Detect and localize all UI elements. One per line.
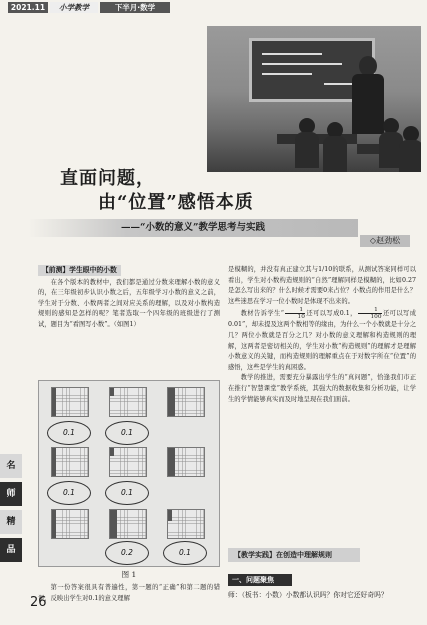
issue-date: 2021.11: [8, 2, 48, 13]
hundred-grid: [51, 447, 89, 477]
paragraph-segment: 还可以写成0.1，: [305, 310, 357, 318]
side-tab-ming: 名: [0, 454, 22, 478]
figure-caption: 图 1: [121, 570, 137, 579]
classroom-photo: [207, 26, 421, 172]
running-header: [0, 0, 210, 14]
article-subtitle: ——“小数的意义”教学思考与实践: [28, 219, 358, 237]
hundred-grid: [109, 509, 147, 539]
section-subheading: 一、问题聚焦: [228, 574, 292, 586]
side-tab-shi: 师: [0, 482, 22, 506]
fraction-one-tenth: $\frac{1}{10}$: [285, 307, 305, 320]
handwritten-answer: 0.2: [105, 541, 149, 565]
paragraph-textbook: [228, 307, 416, 373]
hundred-grid: [51, 387, 89, 417]
author-name: ◇赵劲松: [360, 235, 410, 247]
paragraph-segment: 教材告诉学生“: [240, 310, 284, 318]
article-title-line-1: 直面问题，: [60, 168, 155, 189]
magazine-name: 小学教学: [50, 2, 98, 13]
hundred-grid: [167, 509, 205, 539]
side-tab-jing: 精: [0, 510, 22, 534]
dialogue-line: 师：（板书：小数）小数都认识吗？你对它还好奇吗？: [228, 591, 388, 599]
article-title-line-2: 由“位置”感悟本质: [98, 192, 254, 213]
hundred-grid: [109, 447, 147, 477]
left-column: [38, 265, 220, 331]
handwritten-answer: 0.1: [47, 481, 91, 505]
hundred-grid: [167, 387, 205, 417]
fraction-one-hundredth: $\frac{1}{100}$: [358, 307, 382, 320]
right-column: [228, 265, 416, 405]
paragraph-text: 第一份答案很具有普遍性，第一题的“正确”和第二题的错误，反映出学生对0.1的意义理解: [38, 584, 220, 602]
issue-section: 下半月·数学: [100, 2, 170, 13]
paragraph-segment: 还可以写成0.01”，却未提及这两个数相等的缘由，为什么一个小数就是十分之几？两位小数就是百分之几？对小数的意义理解和构造规则的理解，这两者是密切相关的，学生对小数“构造规则”的理解才是理解小数意义的关键，而构造规则的理解重点在于对数字所在“位置”的感悟，这些是学生的真困惑。: [228, 310, 416, 371]
pretest-heading: 【前测】学生眼中的小数: [38, 265, 121, 276]
side-tab-pin: 品: [0, 538, 22, 562]
practice-heading: 【教学实践】在创造中理解规则: [228, 548, 360, 562]
handwritten-answer: 0.1: [105, 481, 149, 505]
handwritten-answer: 0.1: [163, 541, 207, 565]
handwritten-answer: 0.1: [105, 421, 149, 445]
page-number: 26: [30, 595, 47, 610]
handwritten-answer: 0.1: [47, 421, 91, 445]
paragraph: 是模糊的，并没有真正建立其与1/10的联系，从测试答案同样可以看出，学生对小数构造规则的“自然”理解同样是模糊的，比如0.27是怎么写出来的？什么时候才需要0来占位？小数点的作用是什么？这些迷思在学习一位小数时是体现不出来的。: [228, 266, 416, 305]
hundred-grid: [51, 509, 89, 539]
teacher-figure: [359, 56, 377, 76]
paragraph: [38, 583, 220, 604]
paragraph: 教学的推进，需要充分暴露出学生的“真问题”，恰逢我们市正在推行“智慧课堂”教学系统，其强大的数据收集和分析功能，让学生的学情能够真实而及时地呈现在我们面前。: [228, 374, 416, 403]
paragraph: 在各个版本的教材中，我们都是通过分数来理解小数的意义的，在三年级初步认识小数之后，五年级学习小数的意义之前，学生对于分数、小数两者之间对应关系的理解，以及对小数构造规则的感知是怎样的呢？笔者选取一个四年级的班级进行了测试，题目为“看图写小数”。（如图1）: [38, 278, 220, 328]
hundred-grid: [109, 387, 147, 417]
figure-1-photo: [38, 380, 220, 567]
hundred-grid: [167, 447, 205, 477]
